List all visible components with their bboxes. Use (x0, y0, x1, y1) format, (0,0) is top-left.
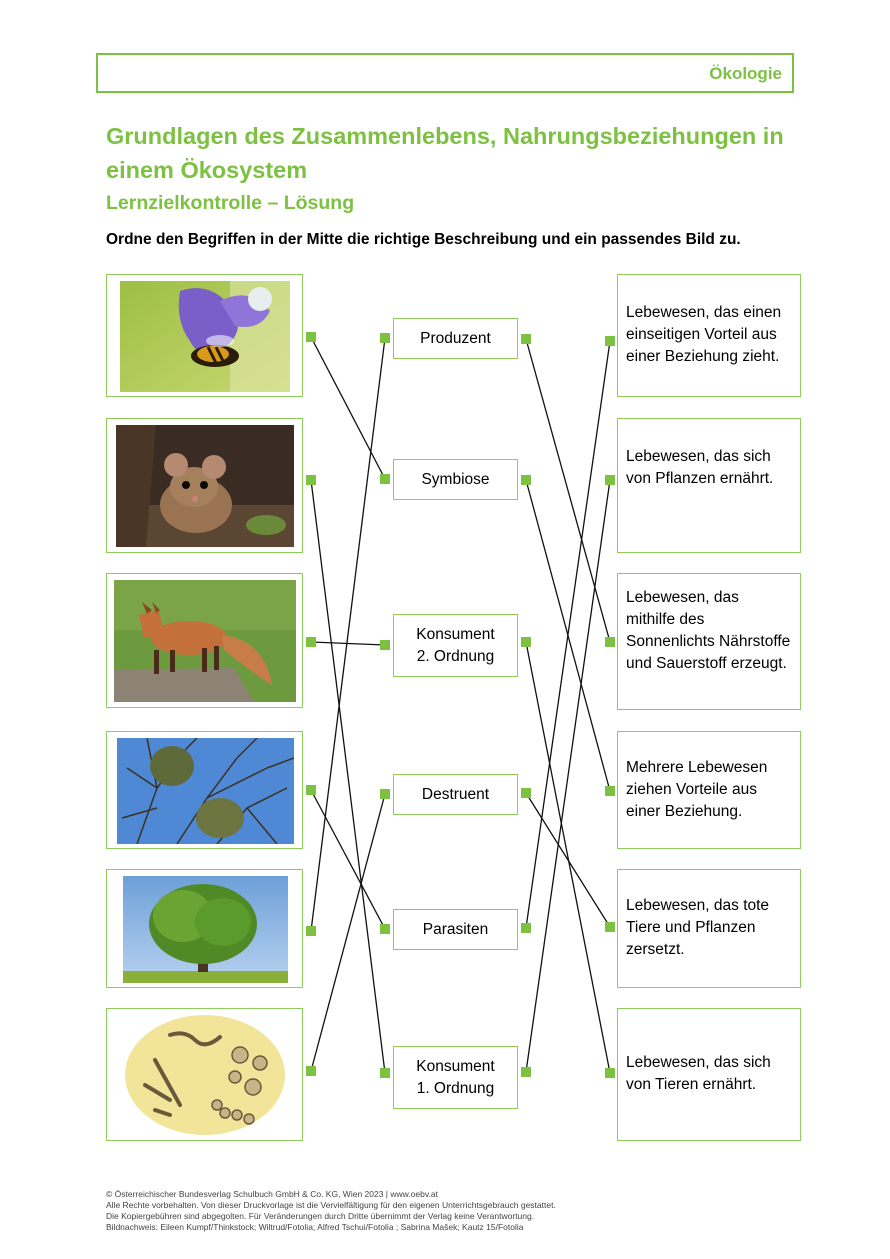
connector-dot-term-right-4[interactable] (521, 923, 531, 933)
bee-on-flower-image (120, 281, 290, 392)
term-box-parasiten: Parasiten (393, 909, 518, 950)
image-box-bee (106, 274, 303, 397)
connector-dot-description-0[interactable] (605, 336, 615, 346)
line-term-2-to-description-5 (526, 642, 610, 1073)
connector-dot-term-left-1[interactable] (380, 474, 390, 484)
description-box-fleischfresser: Lebewesen, das sich von Tieren ernährt. (617, 1008, 801, 1141)
term-box-konsument-2: Konsument 2. Ordnung (393, 614, 518, 677)
connector-dot-description-4[interactable] (605, 922, 615, 932)
connector-dot-description-1[interactable] (605, 475, 615, 485)
connector-dot-term-left-0[interactable] (380, 333, 390, 343)
image-box-fox (106, 573, 303, 708)
description-box-produzent: Lebewesen, das mithilfe des Sonnenlichts Nährstoffe und Sauerstoff erzeugt. (617, 573, 801, 710)
instruction-text: Ordne den Begriffen in der Mitte die richtige Beschreibung und ein passendes Bild zu. (106, 231, 741, 248)
line-term-3-to-description-4 (526, 793, 610, 927)
connector-dot-term-right-0[interactable] (521, 334, 531, 344)
connector-dot-description-2[interactable] (605, 637, 615, 647)
description-box-parasit: Lebewesen, das einen einseitigen Vorteil aus einer Beziehung zieht. (617, 274, 801, 397)
description-box-pflanzenfresser: Lebewesen, das sich von Pflanzen ernährt. (617, 418, 801, 553)
connector-dot-image-4[interactable] (306, 926, 316, 936)
mouse-image (116, 425, 294, 547)
description-box-symbiose: Mehrere Lebewesen ziehen Vorteile aus einer Beziehung. (617, 731, 801, 849)
term-box-symbiose: Symbiose (393, 459, 518, 500)
connector-dot-image-3[interactable] (306, 785, 316, 795)
image-box-mouse (106, 418, 303, 553)
image-box-bacteria (106, 1008, 303, 1141)
connector-dot-description-3[interactable] (605, 786, 615, 796)
line-term-0-to-description-2 (526, 339, 610, 642)
footer-copyright: © Österreichischer Bundesverlag Schulbuch GmbH & Co. KG, Wien 2023 | www.oebv.at Alle Rechte vorbehalten. Von dieser Druckvorlage ist die Vervielfältigung für den eigenen Unterrichtsgebrauch gestattet. Die Kopiergebühren sind abgegolten. Für Veränderungen durch Dritte übernimmt der Verlag keine Verantwortung. Bildnachweis: Eileen Kumpf/Thinkstock; Wiltrud/Fotolia; Alfred Tschui/Fotolia ; Sabrina Mašek; Kautz 15/Fotolia (106, 1189, 556, 1232)
connector-dot-image-1[interactable] (306, 475, 316, 485)
mistletoe-tree-image (117, 738, 294, 844)
header-label: Ökologie (709, 64, 782, 83)
line-image-4-to-term-0 (311, 338, 385, 931)
term-box-konsument-1: Konsument 1. Ordnung (393, 1046, 518, 1109)
page-subtitle: Lernzielkontrolle – Lösung (106, 192, 355, 214)
connector-dot-term-left-4[interactable] (380, 924, 390, 934)
line-term-5-to-description-1 (526, 480, 610, 1072)
connector-dot-term-right-2[interactable] (521, 637, 531, 647)
fox-image (114, 580, 296, 702)
term-box-destruent: Destruent (393, 774, 518, 815)
connector-dot-image-2[interactable] (306, 637, 316, 647)
connector-dot-term-right-3[interactable] (521, 788, 531, 798)
connector-dot-term-right-5[interactable] (521, 1067, 531, 1077)
page-title: Grundlagen des Zusammenlebens, Nahrungsbeziehungen in einem Ökosystem (106, 123, 784, 183)
connector-dot-description-5[interactable] (605, 1068, 615, 1078)
connector-dot-term-left-3[interactable] (380, 789, 390, 799)
line-image-5-to-term-3 (311, 794, 385, 1071)
tree-image (123, 876, 288, 983)
line-image-3-to-term-4 (311, 790, 385, 929)
connector-dot-image-5[interactable] (306, 1066, 316, 1076)
line-image-2-to-term-2 (311, 642, 385, 645)
line-term-4-to-description-0 (526, 341, 610, 928)
line-term-1-to-description-3 (526, 480, 610, 791)
line-image-1-to-term-5 (311, 480, 385, 1073)
connector-dot-term-left-5[interactable] (380, 1068, 390, 1078)
image-box-mistletoe (106, 731, 303, 849)
connector-dot-term-right-1[interactable] (521, 475, 531, 485)
description-box-destruent: Lebewesen, das tote Tiere und Pflanzen zersetzt. (617, 869, 801, 988)
image-box-tree (106, 869, 303, 988)
term-box-produzent: Produzent (393, 318, 518, 359)
header-box (96, 53, 794, 93)
bacteria-image (125, 1015, 285, 1135)
connector-dot-term-left-2[interactable] (380, 640, 390, 650)
connector-dot-image-0[interactable] (306, 332, 316, 342)
line-image-0-to-term-1 (311, 337, 385, 479)
